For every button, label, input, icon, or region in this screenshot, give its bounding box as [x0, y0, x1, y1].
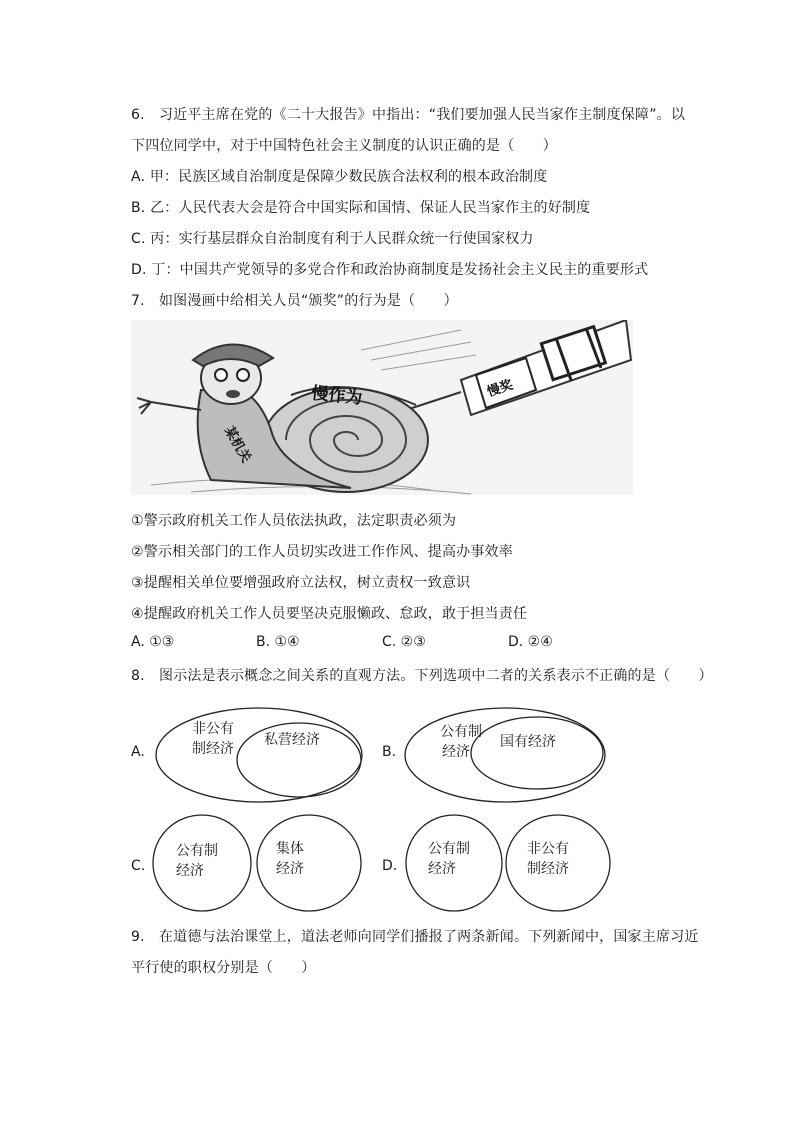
q8-diagram-a-outer-line2: 制经济 — [192, 741, 234, 757]
q7-statement-3: ③提醒相关单位要增强政府立法权，树立责权一致意识 — [131, 575, 471, 591]
q8-diagram-a — [153, 705, 368, 805]
q7-stem: 7. 如图漫画中给相关人员“颁奖”的行为是（ ） — [131, 293, 458, 309]
q8-diagram-b — [403, 705, 610, 805]
q8-diagram-b-outer-line1: 公有制 — [440, 724, 482, 740]
q8-diagram-c-right-line1: 集体 — [276, 841, 304, 857]
q6-option-b: B. 乙：人民代表大会是符合中国实际和国情、保证人民当家作主的好制度 — [131, 200, 591, 216]
q9-stem-line1: 9. 在道德与法治课堂上，道法老师向同学们播报了两条新闻。下列新闻中，国家主席习近 — [131, 929, 699, 945]
q7-choice-b: B. ①④ — [256, 634, 300, 650]
q7-statement-4: ④提醒政府机关工作人员要坚决克服懒政、怠政，敢于担当责任 — [131, 606, 528, 622]
q8-diagram-b-inner: 国有经济 — [500, 734, 556, 750]
q7-statement-1: ①警示政府机关工作人员依法执政，法定职责必须为 — [131, 513, 457, 529]
q8-diagram-c-left-line2: 经济 — [176, 863, 204, 879]
q8-diagram-d-left-line1: 公有制 — [428, 841, 470, 857]
q6-stem-line1: 6. 习近平主席在党的《二十大报告》中指出：“我们要加强人民当家作主制度保障”。以 — [131, 107, 686, 123]
q8-diagram-b-outer-line2: 经济 — [442, 744, 470, 760]
q7-choice-d: D. ②④ — [508, 634, 553, 650]
q8-diagram-a-outer-line1: 非公有 — [192, 721, 234, 737]
q9-stem-line2: 平行使的职权分别是（ ） — [131, 960, 316, 976]
q7-choice-a: A. ①③ — [131, 634, 175, 650]
body-label: 某机关 — [220, 424, 254, 466]
q7-choice-c: C. ②③ — [382, 634, 426, 650]
cartoon-image — [131, 320, 633, 495]
q8-stem: 8. 图示法是表示概念之间关系的直观方法。下列选项中二者的关系表示不正确的是（ ） — [131, 668, 713, 684]
q8-diagram-d-right-line1: 非公有 — [527, 841, 569, 857]
q8-diagram-c-left-line1: 公有制 — [176, 843, 218, 859]
q6-stem-line2: 下四位同学中，对于中国特色社会主义制度的认识正确的是（ ） — [131, 138, 557, 154]
award-label: 慢奖 — [485, 377, 515, 401]
q8-diagram-d-letter: D. — [382, 858, 398, 874]
q7-statement-2: ②警示相关部门的工作人员切实改进工作作风、提高办事效率 — [131, 544, 513, 560]
q8-diagram-c-letter: C. — [131, 858, 146, 874]
q7-choices-row — [131, 634, 691, 654]
q8-diagram-a-letter: A. — [131, 744, 145, 760]
q6-option-d: D. 丁：中国共产党领导的多党合作和政治协商制度是发扬社会主义民主的重要形式 — [131, 262, 649, 278]
q8-diagram-d-right-line2: 制经济 — [527, 861, 569, 877]
q8-diagram-a-inner: 私营经济 — [264, 732, 320, 748]
q8-diagram-d-left-line2: 经济 — [428, 861, 456, 877]
q6-option-a: A. 甲：民族区域自治制度是保障少数民族合法权利的根本政治制度 — [131, 169, 548, 185]
q8-diagram-b-letter: B. — [382, 744, 397, 760]
q6-option-c: C. 丙：实行基层群众自治制度有利于人民群众统一行使国家权力 — [131, 231, 534, 247]
q8-diagram-c-right-line2: 经济 — [276, 861, 304, 877]
shell-label: 慢作为 — [310, 383, 364, 409]
